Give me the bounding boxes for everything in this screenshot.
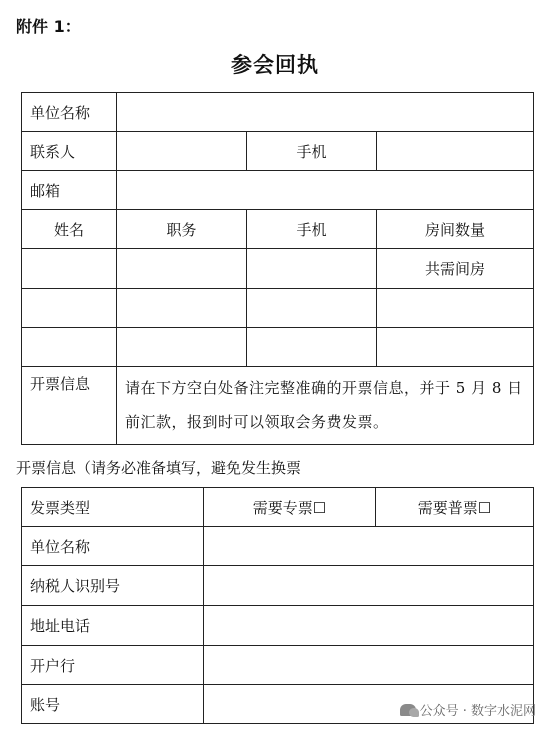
contact-mobile-label: 手机 <box>247 132 377 171</box>
invoice-form-table <box>21 487 534 724</box>
address-phone-label: 地址电话 <box>22 606 204 646</box>
wechat-icon <box>400 704 416 716</box>
attendee-row <box>22 249 534 289</box>
invoice-unit-name-label: 单位名称 <box>22 527 204 566</box>
attendee-name-field[interactable] <box>22 328 117 367</box>
invoice-type-row <box>22 488 534 527</box>
registration-form-table <box>21 92 534 445</box>
contact-mobile-field[interactable] <box>377 132 534 171</box>
attendee-mobile-field[interactable] <box>247 289 377 328</box>
attendee-position-field[interactable] <box>117 289 247 328</box>
attachment-label: 附件 1： <box>16 17 81 36</box>
attendee-position-field[interactable] <box>117 328 247 367</box>
normal-invoice-checkbox[interactable]: 需要普票☐ <box>376 488 534 527</box>
header-mobile: 手机 <box>247 210 377 249</box>
unit-name-label: 单位名称 <box>22 93 117 132</box>
address-phone-field[interactable] <box>204 606 534 646</box>
room-total-label[interactable]: 共需间房 <box>377 249 534 289</box>
contact-label: 联系人 <box>22 132 117 171</box>
invoice-info-text: 请在下方空白处备注完整准确的开票信息，并于 5 月 8 日前汇款，报到时可以领取会务费发票。 <box>117 367 534 445</box>
email-field[interactable] <box>117 171 534 210</box>
contact-field[interactable] <box>117 132 247 171</box>
invoice-type-label: 发票类型 <box>22 488 204 527</box>
page-title: 参会回执 <box>231 53 319 77</box>
special-invoice-checkbox[interactable]: 需要专票☐ <box>204 488 376 527</box>
unit-name-row <box>22 93 534 132</box>
room-count-field[interactable] <box>377 328 534 367</box>
bank-field[interactable] <box>204 646 534 685</box>
header-name: 姓名 <box>22 210 117 249</box>
taxpayer-id-label: 纳税人识别号 <box>22 566 204 606</box>
account-label: 账号 <box>22 685 204 724</box>
room-count-field[interactable] <box>377 289 534 328</box>
header-room-count: 房间数量 <box>377 210 534 249</box>
address-phone-row <box>22 606 534 646</box>
attendee-mobile-field[interactable] <box>247 249 377 289</box>
attendee-position-field[interactable] <box>117 249 247 289</box>
attendee-row <box>22 289 534 328</box>
invoice-unit-name-field[interactable] <box>204 527 534 566</box>
unit-name-field[interactable] <box>117 93 534 132</box>
contact-row <box>22 132 534 171</box>
attendee-name-field[interactable] <box>22 289 117 328</box>
invoice-info-label: 开票信息 <box>22 367 117 445</box>
taxpayer-id-field[interactable] <box>204 566 534 606</box>
attendee-row <box>22 328 534 367</box>
email-label: 邮箱 <box>22 171 117 210</box>
watermark <box>400 700 536 719</box>
taxpayer-id-row <box>22 566 534 606</box>
watermark-text: 公众号 · 数字水泥网 <box>419 704 536 719</box>
invoice-note: 开票信息（请务必准备填写，避免发生换票 <box>16 459 302 477</box>
attendee-header-row <box>22 210 534 249</box>
header-position: 职务 <box>117 210 247 249</box>
bank-row <box>22 646 534 685</box>
invoice-info-row <box>22 367 534 445</box>
invoice-unit-row <box>22 527 534 566</box>
attendee-mobile-field[interactable] <box>247 328 377 367</box>
attendee-name-field[interactable] <box>22 249 117 289</box>
bank-label: 开户行 <box>22 646 204 685</box>
email-row <box>22 171 534 210</box>
